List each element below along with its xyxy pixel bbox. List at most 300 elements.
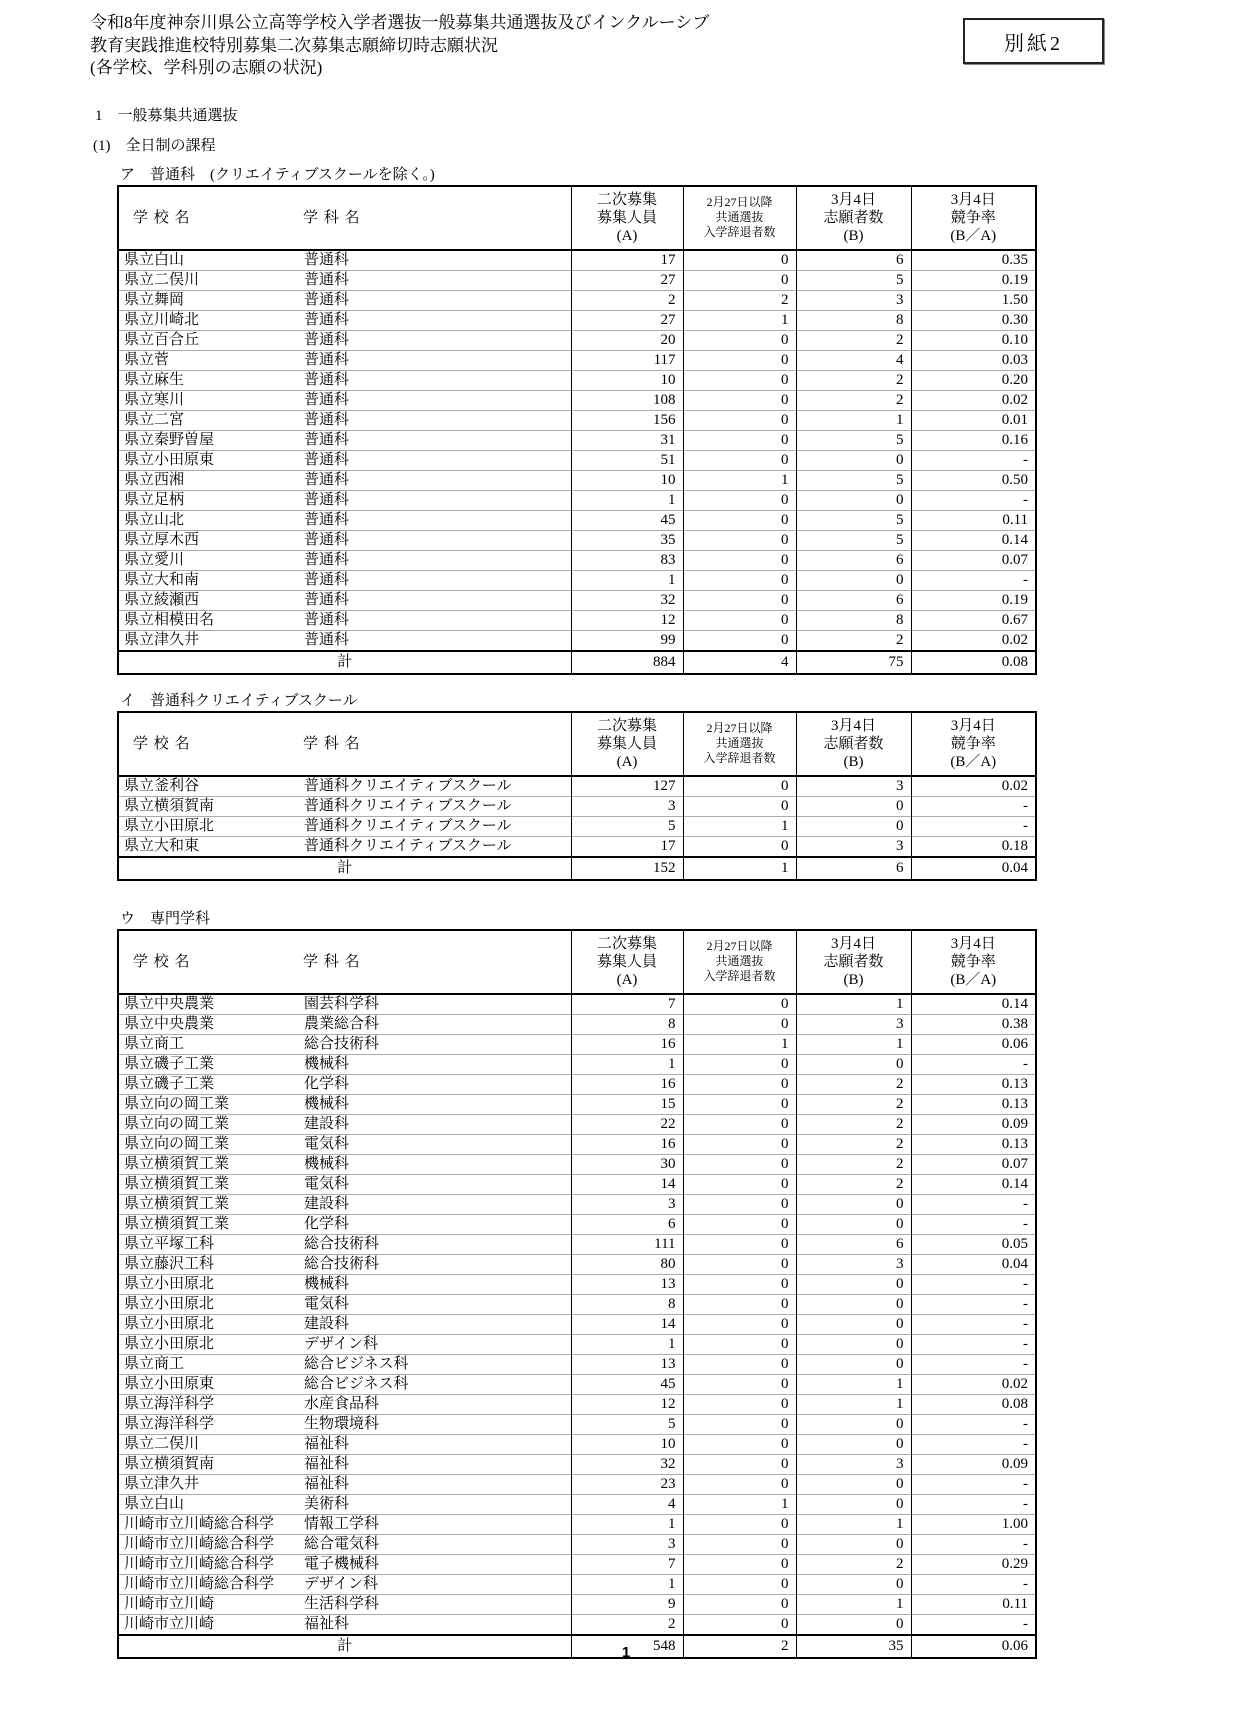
department-cell: 普通科クリエイティブスクール	[301, 776, 571, 797]
table-row	[118, 1214, 1036, 1234]
applicant-count-cell: 0	[796, 1294, 911, 1314]
withdrawal-count-cell: 0	[683, 1394, 796, 1414]
withdrawal-count-cell: 0	[683, 1554, 796, 1574]
recruit-count-cell: 14	[571, 1314, 683, 1334]
table-row	[118, 1514, 1036, 1534]
recruit-count-cell: 117	[571, 350, 683, 370]
school-name-cell: 県立寒川	[118, 390, 301, 410]
school-name-cell: 県立津久井	[118, 630, 301, 651]
department-cell: 建設科	[301, 1314, 571, 1334]
table-row	[118, 1114, 1036, 1134]
applicant-count-cell: 1	[796, 1594, 911, 1614]
table-row	[118, 1414, 1036, 1434]
school-name-cell: 川崎市立川崎総合科学	[118, 1554, 301, 1574]
department-cell: 機械科	[301, 1094, 571, 1114]
col-header-competition-ratio: 3月4日 競争率 (B／A)	[911, 930, 1036, 994]
table-row	[118, 330, 1036, 350]
total-ratio-cell: 0.04	[911, 857, 1036, 880]
table-row	[118, 430, 1036, 450]
applicant-count-cell: 2	[796, 1174, 911, 1194]
header-row	[118, 712, 1036, 776]
ratio-cell: 0.30	[911, 310, 1036, 330]
recruit-count-cell: 4	[571, 1494, 683, 1514]
withdrawal-count-cell: 0	[683, 1274, 796, 1294]
recruit-count-cell: 2	[571, 1614, 683, 1635]
table-body	[118, 250, 1036, 674]
ratio-cell: 0.06	[911, 1034, 1036, 1054]
total-row	[118, 651, 1036, 674]
applicant-count-cell: 2	[796, 370, 911, 390]
applicant-count-cell: 2	[796, 1554, 911, 1574]
department-cell: 電気科	[301, 1294, 571, 1314]
ratio-cell: -	[911, 1574, 1036, 1594]
withdrawal-count-cell: 0	[683, 510, 796, 530]
recruit-count-cell: 1	[571, 1514, 683, 1534]
withdrawal-count-cell: 0	[683, 1354, 796, 1374]
school-name-cell: 県立商工	[118, 1034, 301, 1054]
school-name-cell: 県立中央農業	[118, 994, 301, 1015]
applicant-count-cell: 1	[796, 994, 911, 1015]
col-header-applicant-count: 3月4日 志願者数 (B)	[796, 186, 911, 250]
recruit-count-cell: 23	[571, 1474, 683, 1494]
recruit-count-cell: 27	[571, 270, 683, 290]
table-label-regular-course: ア 普通科 (クリエイティブスクールを除く。)	[120, 166, 435, 183]
ratio-cell: -	[911, 1474, 1036, 1494]
section-heading-general-recruitment: 1 一般募集共通選抜	[95, 107, 238, 124]
recruit-count-cell: 14	[571, 1174, 683, 1194]
withdrawal-count-cell: 0	[683, 430, 796, 450]
ratio-cell: -	[911, 1614, 1036, 1635]
applicant-count-cell: 3	[796, 1254, 911, 1274]
applicant-count-cell: 8	[796, 610, 911, 630]
applicant-count-cell: 0	[796, 1194, 911, 1214]
col-header-school-and-department	[118, 186, 571, 250]
total-ratio-cell: 0.08	[911, 651, 1036, 674]
table-body	[118, 776, 1036, 880]
section-heading-fulltime-course: (1) 全日制の課程	[93, 137, 216, 154]
ratio-cell: 0.02	[911, 630, 1036, 651]
applicant-count-cell: 1	[796, 1394, 911, 1414]
ratio-cell: 0.20	[911, 370, 1036, 390]
total-recruit-cell: 884	[571, 651, 683, 674]
ratio-cell: 0.08	[911, 1394, 1036, 1414]
recruit-count-cell: 10	[571, 370, 683, 390]
col-header-withdrawal-count: 2月27日以降 共通選抜 入学辞退者数	[683, 186, 796, 250]
col-header-department: 学 科 名	[303, 953, 361, 970]
withdrawal-count-cell: 0	[683, 530, 796, 550]
table-row	[118, 1314, 1036, 1334]
table-row	[118, 1254, 1036, 1274]
table-row	[118, 994, 1036, 1015]
department-cell: 総合ビジネス科	[301, 1374, 571, 1394]
withdrawal-count-cell: 0	[683, 1214, 796, 1234]
applicant-count-cell: 3	[796, 776, 911, 797]
applicant-count-cell: 0	[796, 1494, 911, 1514]
ratio-cell: 0.38	[911, 1014, 1036, 1034]
recruit-count-cell: 3	[571, 1534, 683, 1554]
recruit-count-cell: 1	[571, 490, 683, 510]
recruit-count-cell: 1	[571, 570, 683, 590]
withdrawal-count-cell: 0	[683, 994, 796, 1015]
ratio-cell: 0.13	[911, 1134, 1036, 1154]
applicant-count-cell: 3	[796, 1454, 911, 1474]
applicant-count-cell: 6	[796, 250, 911, 271]
applicant-count-cell: 4	[796, 350, 911, 370]
table-row	[118, 490, 1036, 510]
table-row	[118, 450, 1036, 470]
department-cell: 普通科	[301, 290, 571, 310]
department-cell: 電気科	[301, 1174, 571, 1194]
withdrawal-count-cell: 0	[683, 1054, 796, 1074]
table-row	[118, 1054, 1036, 1074]
department-cell: 機械科	[301, 1154, 571, 1174]
recruit-count-cell: 12	[571, 1394, 683, 1414]
school-name-cell: 県立百合丘	[118, 330, 301, 350]
applicant-count-cell: 2	[796, 1074, 911, 1094]
recruit-count-cell: 80	[571, 1254, 683, 1274]
withdrawal-count-cell: 0	[683, 390, 796, 410]
withdrawal-count-cell: 0	[683, 1094, 796, 1114]
withdrawal-count-cell: 0	[683, 1374, 796, 1394]
document-title-line-2: 教育実践推進校特別募集二次募集志願締切時志願状況	[90, 35, 498, 55]
school-name-cell: 県立二俣川	[118, 270, 301, 290]
applicant-count-cell: 0	[796, 1274, 911, 1294]
department-cell: 普通科	[301, 470, 571, 490]
document-title	[90, 0, 890, 80]
withdrawal-count-cell: 0	[683, 1334, 796, 1354]
withdrawal-count-cell: 0	[683, 370, 796, 390]
applicant-count-cell: 8	[796, 310, 911, 330]
withdrawal-count-cell: 0	[683, 450, 796, 470]
school-name-cell: 県立平塚工科	[118, 1234, 301, 1254]
ratio-cell: 0.18	[911, 836, 1036, 857]
withdrawal-count-cell: 0	[683, 490, 796, 510]
table-row	[118, 1454, 1036, 1474]
col-header-competition-ratio: 3月4日 競争率 (B／A)	[911, 712, 1036, 776]
ratio-cell: 0.11	[911, 1594, 1036, 1614]
department-cell: 生物環境科	[301, 1414, 571, 1434]
table-row	[118, 1014, 1036, 1034]
total-withdrawal-cell: 2	[683, 1635, 796, 1658]
withdrawal-count-cell: 0	[683, 1254, 796, 1274]
department-cell: 総合電気科	[301, 1534, 571, 1554]
recruit-count-cell: 8	[571, 1294, 683, 1314]
department-cell: 福祉科	[301, 1434, 571, 1454]
applicant-count-cell: 5	[796, 530, 911, 550]
withdrawal-count-cell: 0	[683, 1234, 796, 1254]
school-name-cell: 県立小田原北	[118, 1274, 301, 1294]
table-row	[118, 1074, 1036, 1094]
ratio-cell: 0.07	[911, 1154, 1036, 1174]
ratio-cell: 0.10	[911, 330, 1036, 350]
attachment-label-text: 別紙2	[1004, 32, 1063, 55]
recruit-count-cell: 127	[571, 776, 683, 797]
ratio-cell: -	[911, 796, 1036, 816]
ratio-cell: -	[911, 1054, 1036, 1074]
applicant-count-cell: 0	[796, 490, 911, 510]
department-cell: デザイン科	[301, 1574, 571, 1594]
table-label-creative-school: イ 普通科クリエイティブスクール	[120, 692, 358, 709]
table-row	[118, 1554, 1036, 1574]
ratio-cell: -	[911, 570, 1036, 590]
recruit-count-cell: 17	[571, 250, 683, 271]
ratio-cell: 0.16	[911, 430, 1036, 450]
school-name-cell: 県立小田原北	[118, 816, 301, 836]
withdrawal-count-cell: 0	[683, 1294, 796, 1314]
table-header	[118, 712, 1036, 776]
withdrawal-count-cell: 0	[683, 570, 796, 590]
ratio-cell: 0.19	[911, 270, 1036, 290]
applicant-count-cell: 0	[796, 796, 911, 816]
total-label-cell: 計	[118, 651, 571, 674]
department-cell: 美術科	[301, 1494, 571, 1514]
school-name-cell: 県立磯子工業	[118, 1054, 301, 1074]
ratio-cell: 0.01	[911, 410, 1036, 430]
application-status-table-regular	[117, 185, 1037, 675]
school-name-cell: 県立麻生	[118, 370, 301, 390]
table-row	[118, 776, 1036, 797]
ratio-cell: 0.50	[911, 470, 1036, 490]
school-name-cell: 県立横須賀工業	[118, 1214, 301, 1234]
table-row	[118, 1134, 1036, 1154]
applicant-count-cell: 5	[796, 510, 911, 530]
school-name-cell: 県立山北	[118, 510, 301, 530]
recruit-count-cell: 5	[571, 816, 683, 836]
ratio-cell: 0.04	[911, 1254, 1036, 1274]
total-label-cell: 計	[118, 857, 571, 880]
department-cell: 総合技術科	[301, 1234, 571, 1254]
department-cell: 普通科	[301, 530, 571, 550]
recruit-count-cell: 1	[571, 1054, 683, 1074]
ratio-cell: -	[911, 1334, 1036, 1354]
ratio-cell: 0.02	[911, 390, 1036, 410]
total-label-cell: 計	[118, 1635, 571, 1658]
department-cell: 普通科	[301, 270, 571, 290]
recruit-count-cell: 3	[571, 796, 683, 816]
recruit-count-cell: 32	[571, 590, 683, 610]
applicant-count-cell: 2	[796, 1094, 911, 1114]
table-row	[118, 1174, 1036, 1194]
withdrawal-count-cell: 0	[683, 1154, 796, 1174]
withdrawal-count-cell: 0	[683, 1114, 796, 1134]
department-cell: 生活科学科	[301, 1594, 571, 1614]
school-name-cell: 県立藤沢工科	[118, 1254, 301, 1274]
withdrawal-count-cell: 0	[683, 1414, 796, 1434]
department-cell: 普通科クリエイティブスクール	[301, 816, 571, 836]
ratio-cell: -	[911, 1494, 1036, 1514]
recruit-count-cell: 13	[571, 1274, 683, 1294]
applicant-count-cell: 0	[796, 450, 911, 470]
withdrawal-count-cell: 1	[683, 816, 796, 836]
department-cell: 機械科	[301, 1274, 571, 1294]
department-cell: 福祉科	[301, 1454, 571, 1474]
recruit-count-cell: 31	[571, 430, 683, 450]
table-row	[118, 630, 1036, 651]
ratio-cell: 0.11	[911, 510, 1036, 530]
table-row	[118, 1234, 1036, 1254]
school-name-cell: 県立愛川	[118, 550, 301, 570]
ratio-cell: -	[911, 1274, 1036, 1294]
table-row	[118, 510, 1036, 530]
withdrawal-count-cell: 0	[683, 1574, 796, 1594]
department-cell: 総合技術科	[301, 1034, 571, 1054]
table-row	[118, 250, 1036, 271]
table-row	[118, 470, 1036, 490]
withdrawal-count-cell: 0	[683, 590, 796, 610]
col-header-applicant-count: 3月4日 志願者数 (B)	[796, 930, 911, 994]
ratio-cell: -	[911, 1434, 1036, 1454]
table-row	[118, 1194, 1036, 1214]
applicant-count-cell: 0	[796, 1314, 911, 1334]
ratio-cell: 0.03	[911, 350, 1036, 370]
col-header-school: 学 校 名	[133, 209, 191, 226]
school-name-cell: 県立大和東	[118, 836, 301, 857]
school-name-cell: 県立白山	[118, 250, 301, 271]
withdrawal-count-cell: 0	[683, 1534, 796, 1554]
withdrawal-count-cell: 0	[683, 1454, 796, 1474]
ratio-cell: 0.09	[911, 1454, 1036, 1474]
applicant-count-cell: 0	[796, 1354, 911, 1374]
header-row	[118, 186, 1036, 250]
table-row	[118, 590, 1036, 610]
table-row	[118, 1494, 1036, 1514]
school-name-cell: 県立横須賀南	[118, 796, 301, 816]
recruit-count-cell: 3	[571, 1194, 683, 1214]
withdrawal-count-cell: 0	[683, 1434, 796, 1454]
applicant-count-cell: 1	[796, 1514, 911, 1534]
department-cell: 総合技術科	[301, 1254, 571, 1274]
total-recruit-cell: 548	[571, 1635, 683, 1658]
applicant-count-cell: 0	[796, 1474, 911, 1494]
table-row	[118, 1034, 1036, 1054]
document-title-line-1: 令和8年度神奈川県公立高等学校入学者選抜一般募集共通選抜及びインクルーシブ	[90, 13, 710, 32]
department-cell: 普通科	[301, 390, 571, 410]
recruit-count-cell: 5	[571, 1414, 683, 1434]
table-row	[118, 816, 1036, 836]
applicant-count-cell: 2	[796, 630, 911, 651]
withdrawal-count-cell: 0	[683, 630, 796, 651]
withdrawal-count-cell: 0	[683, 1314, 796, 1334]
school-name-cell: 県立横須賀南	[118, 1454, 301, 1474]
recruit-count-cell: 1	[571, 1334, 683, 1354]
school-name-cell: 県立秦野曽屋	[118, 430, 301, 450]
table-row	[118, 270, 1036, 290]
department-cell: 建設科	[301, 1114, 571, 1134]
school-name-cell: 県立向の岡工業	[118, 1094, 301, 1114]
recruit-count-cell: 51	[571, 450, 683, 470]
col-header-withdrawal-count: 2月27日以降 共通選抜 入学辞退者数	[683, 930, 796, 994]
table-body	[118, 994, 1036, 1658]
applicant-count-cell: 3	[796, 1014, 911, 1034]
applicant-count-cell: 0	[796, 1334, 911, 1354]
ratio-cell: -	[911, 1194, 1036, 1214]
ratio-cell: 0.07	[911, 550, 1036, 570]
withdrawal-count-cell: 0	[683, 350, 796, 370]
table-row	[118, 310, 1036, 330]
applicant-count-cell: 2	[796, 1114, 911, 1134]
recruit-count-cell: 13	[571, 1354, 683, 1374]
school-name-cell: 県立大和南	[118, 570, 301, 590]
table-row	[118, 570, 1036, 590]
col-header-recruit-count: 二次募集 募集人員 (A)	[571, 712, 683, 776]
table-row	[118, 836, 1036, 857]
department-cell: 普通科	[301, 630, 571, 651]
applicant-count-cell: 5	[796, 470, 911, 490]
applicant-count-cell: 6	[796, 590, 911, 610]
recruit-count-cell: 1	[571, 1574, 683, 1594]
recruit-count-cell: 156	[571, 410, 683, 430]
ratio-cell: -	[911, 490, 1036, 510]
recruit-count-cell: 15	[571, 1094, 683, 1114]
ratio-cell: 0.02	[911, 1374, 1036, 1394]
withdrawal-count-cell: 0	[683, 1614, 796, 1635]
department-cell: 普通科	[301, 550, 571, 570]
department-cell: 普通科	[301, 430, 571, 450]
total-withdrawal-cell: 1	[683, 857, 796, 880]
withdrawal-count-cell: 0	[683, 1014, 796, 1034]
withdrawal-count-cell: 0	[683, 796, 796, 816]
withdrawal-count-cell: 0	[683, 410, 796, 430]
recruit-count-cell: 16	[571, 1134, 683, 1154]
withdrawal-count-cell: 1	[683, 1494, 796, 1514]
table-row	[118, 370, 1036, 390]
department-cell: 普通科	[301, 330, 571, 350]
page-number: 1	[621, 1644, 631, 1661]
table-row	[118, 1394, 1036, 1414]
school-name-cell: 県立津久井	[118, 1474, 301, 1494]
ratio-cell: 0.19	[911, 590, 1036, 610]
school-name-cell: 県立舞岡	[118, 290, 301, 310]
school-name-cell: 県立商工	[118, 1354, 301, 1374]
withdrawal-count-cell: 0	[683, 1474, 796, 1494]
department-cell: 普通科	[301, 370, 571, 390]
withdrawal-count-cell: 2	[683, 290, 796, 310]
table-row	[118, 1274, 1036, 1294]
school-name-cell: 県立小田原東	[118, 1374, 301, 1394]
col-header-school-and-department	[118, 930, 571, 994]
department-cell: 普通科	[301, 250, 571, 271]
ratio-cell: -	[911, 816, 1036, 836]
ratio-cell: 0.14	[911, 994, 1036, 1015]
recruit-count-cell: 12	[571, 610, 683, 630]
recruit-count-cell: 99	[571, 630, 683, 651]
school-name-cell: 県立釜利谷	[118, 776, 301, 797]
recruit-count-cell: 16	[571, 1074, 683, 1094]
department-cell: 総合ビジネス科	[301, 1354, 571, 1374]
withdrawal-count-cell: 0	[683, 1194, 796, 1214]
department-cell: 普通科	[301, 450, 571, 470]
department-cell: 普通科	[301, 490, 571, 510]
school-name-cell: 川崎市立川崎総合科学	[118, 1534, 301, 1554]
department-cell: 建設科	[301, 1194, 571, 1214]
recruit-count-cell: 16	[571, 1034, 683, 1054]
school-name-cell: 県立横須賀工業	[118, 1154, 301, 1174]
recruit-count-cell: 10	[571, 470, 683, 490]
school-name-cell: 県立中央農業	[118, 1014, 301, 1034]
total-applicant-cell: 6	[796, 857, 911, 880]
recruit-count-cell: 45	[571, 510, 683, 530]
col-header-recruit-count: 二次募集 募集人員 (A)	[571, 930, 683, 994]
document-title-line-3: (各学校、学科別の志願の状況)	[90, 58, 323, 77]
school-name-cell: 県立相模田名	[118, 610, 301, 630]
table-row	[118, 1534, 1036, 1554]
recruit-count-cell: 27	[571, 310, 683, 330]
ratio-cell: -	[911, 450, 1036, 470]
withdrawal-count-cell: 0	[683, 610, 796, 630]
applicant-count-cell: 0	[796, 1614, 911, 1635]
department-cell: 福祉科	[301, 1474, 571, 1494]
applicant-count-cell: 6	[796, 1234, 911, 1254]
